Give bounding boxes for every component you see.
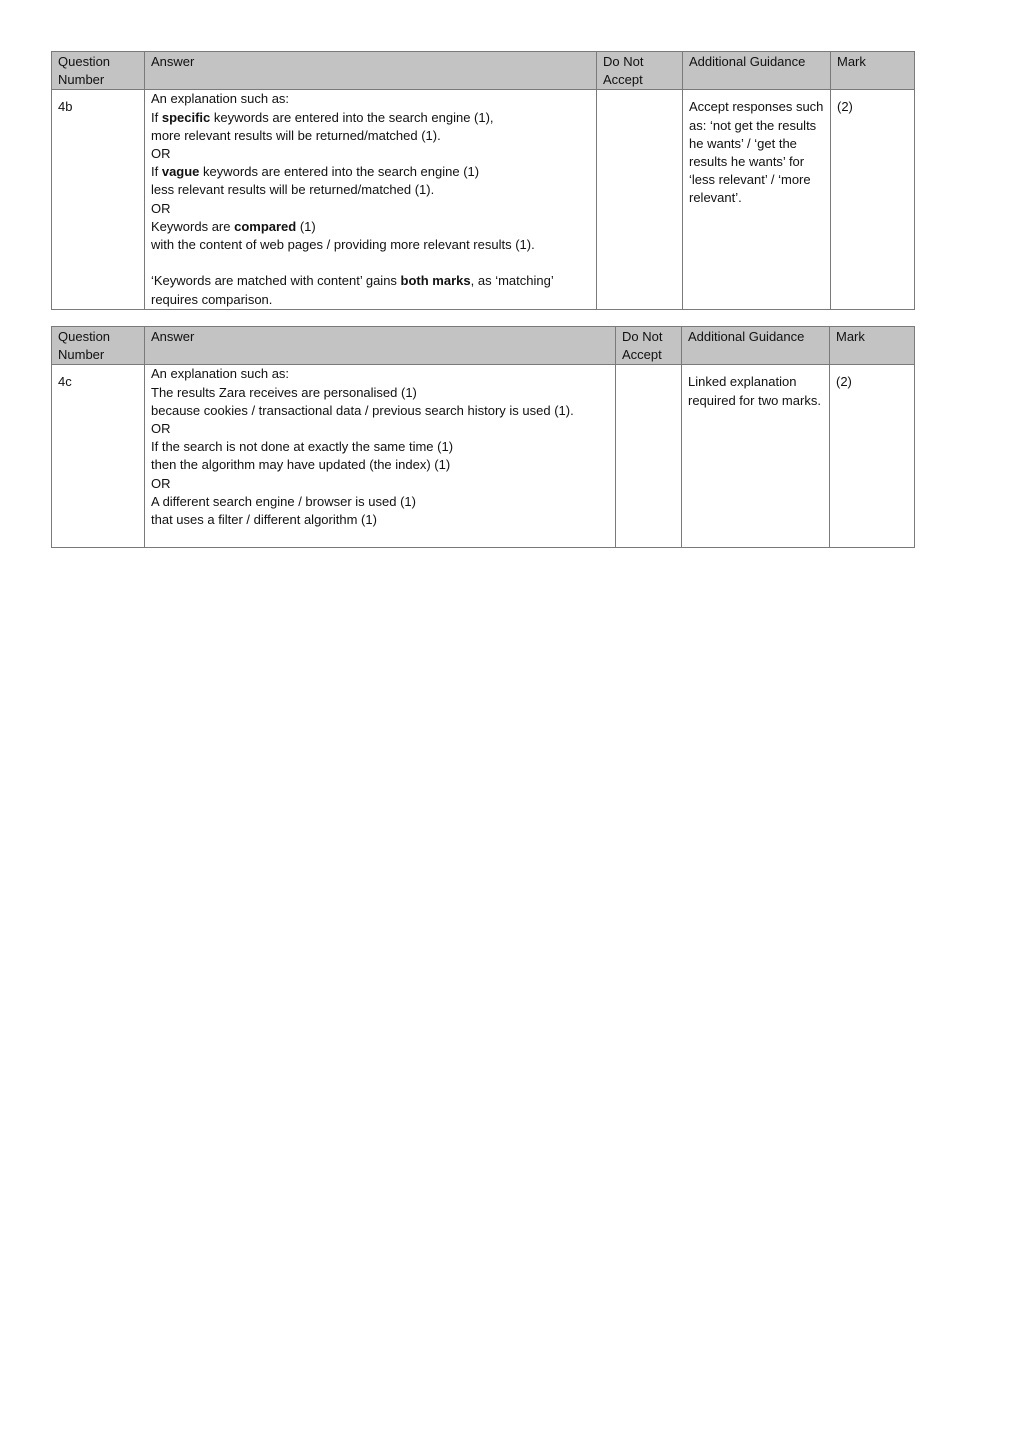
mark-cell: (2): [830, 365, 915, 548]
answer-text-segment: less relevant results will be returned/matched (1).: [151, 182, 435, 198]
answer-line: [151, 291, 590, 309]
answer-text-segment: more relevant results will be returned/matched (1).: [151, 127, 441, 143]
answer-text-segment: If: [151, 109, 162, 125]
header-do-not-accept: Do Not Accept: [597, 52, 683, 90]
header-row: [52, 327, 915, 365]
answer-line: [151, 475, 609, 493]
answer-text-segment: because cookies / transactional data / previous search history is used (1).: [151, 402, 574, 418]
answer-line: [151, 181, 590, 199]
answer-line: [151, 402, 609, 420]
header-mark: Mark: [831, 52, 915, 90]
answer-line: [151, 90, 590, 108]
table-row: [52, 90, 915, 309]
header-question-number: Question Number: [52, 327, 145, 365]
answer-text-segment: A different search engine / browser is used (1): [151, 493, 416, 509]
answer-line: [151, 438, 609, 456]
header-answer: Answer: [145, 327, 616, 365]
answer-emphasis: specific: [161, 109, 211, 125]
answer-text-segment: then the algorithm may have updated (the index) (1): [151, 457, 451, 473]
answer-line: [151, 163, 590, 181]
do-not-accept-cell: [597, 90, 683, 309]
answer-text-segment: OR: [151, 421, 171, 437]
answer-text-segment: keywords are entered into the search engine (1): [199, 164, 480, 180]
answer-text-segment: An explanation such as:: [151, 91, 290, 107]
answer-text: [151, 365, 609, 529]
answer-text-segment: If: [151, 164, 162, 180]
answer-text-segment: keywords are entered into the search engine (1),: [210, 109, 494, 125]
answer-cell: [145, 90, 597, 309]
question-number-cell: 4c: [52, 365, 145, 548]
answer-text-segment: ‘Keywords are matched with content’ gains: [151, 273, 401, 289]
answer-line: [151, 145, 590, 163]
mark-scheme-table-4c: [51, 326, 915, 548]
answer-line: [151, 456, 609, 474]
answer-line: [151, 365, 609, 383]
answer-text-segment: Keywords are: [151, 218, 235, 234]
answer-text-segment: An explanation such as:: [151, 366, 290, 382]
answer-text-segment: The results Zara receives are personalised (1): [151, 384, 417, 400]
mark-scheme-table-4b: [51, 51, 915, 310]
answer-text-segment: OR: [151, 200, 171, 216]
answer-line: [151, 254, 590, 272]
answer-text-segment: , as ‘matching’: [470, 273, 554, 289]
answer-emphasis: both marks: [400, 273, 471, 289]
answer-text-segment: OR: [151, 146, 171, 162]
answer-text-segment: If the search is not done at exactly the same time (1): [151, 439, 454, 455]
answer-text: [151, 90, 590, 308]
answer-emphasis: vague: [161, 164, 200, 180]
answer-line: [151, 384, 609, 402]
question-number-cell: 4b: [52, 90, 145, 309]
answer-text-segment: requires comparison.: [151, 291, 273, 307]
guidance-cell: Linked explanation required for two marks.: [682, 365, 830, 548]
answer-text-segment: (1): [296, 218, 316, 234]
answer-line: [151, 127, 590, 145]
header-answer: Answer: [145, 52, 597, 90]
mark-cell: (2): [831, 90, 915, 309]
header-do-not-accept: Do Not Accept: [616, 327, 682, 365]
answer-line: [151, 493, 609, 511]
header-additional-guidance: Additional Guidance: [683, 52, 831, 90]
header-question-number: Question Number: [52, 52, 145, 90]
header-row: [52, 52, 915, 90]
answer-cell: [145, 365, 616, 548]
answer-line: [151, 200, 590, 218]
table-row: [52, 365, 915, 548]
do-not-accept-cell: [616, 365, 682, 548]
answer-emphasis: compared: [234, 218, 297, 234]
header-mark: Mark: [830, 327, 915, 365]
guidance-cell: Accept responses such as: ‘not get the results he wants’ / ‘get the results he wants’ for ‘less relevant’ / ‘more relevant’.: [683, 90, 831, 309]
answer-text-segment: with the content of web pages / providing more relevant results (1).: [151, 237, 535, 253]
answer-text-segment: OR: [151, 475, 171, 491]
answer-line: [151, 236, 590, 254]
answer-line: [151, 420, 609, 438]
answer-line: [151, 511, 609, 529]
answer-text-segment: that uses a filter / different algorithm (1): [151, 512, 377, 528]
header-additional-guidance: Additional Guidance: [682, 327, 830, 365]
answer-line: [151, 109, 590, 127]
answer-line: [151, 218, 590, 236]
answer-line: [151, 272, 590, 290]
